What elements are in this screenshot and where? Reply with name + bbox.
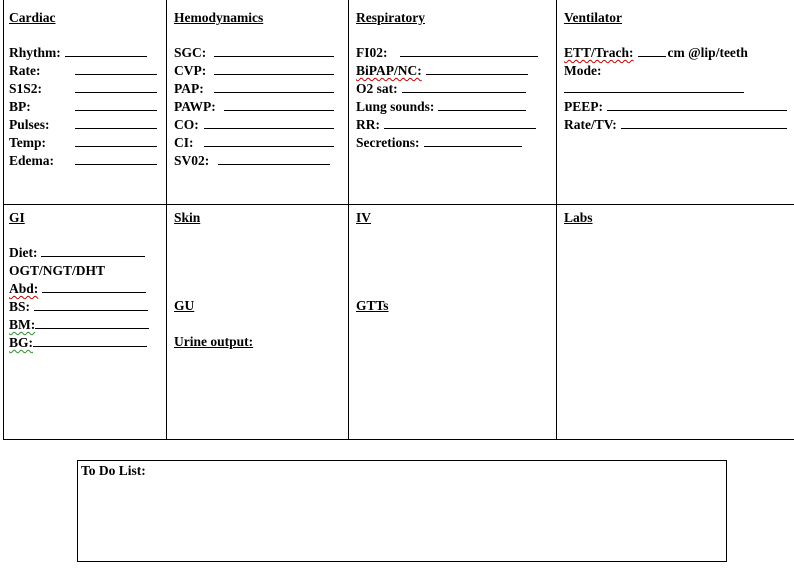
resp-secretions-field[interactable]: Secretions:: [356, 134, 522, 152]
gi-title: GI: [9, 210, 25, 225]
gu-title: GU: [174, 298, 195, 313]
ventilator-title: Ventilator: [564, 10, 622, 25]
gi-diet-field[interactable]: Diet:: [9, 244, 145, 262]
gi-bg-field[interactable]: BG:: [9, 334, 147, 352]
hemo-sv02-field[interactable]: SV02:: [174, 152, 330, 170]
cardiac-temp-field[interactable]: Temp:: [9, 134, 157, 152]
cardiac-rate-field[interactable]: Rate:: [9, 62, 157, 80]
hemo-sgc-field[interactable]: SGC:: [174, 44, 334, 62]
todo-list-title: To Do List:: [81, 463, 146, 478]
vent-mode-blank[interactable]: [564, 80, 744, 98]
resp-lung-sounds-field[interactable]: Lung sounds:: [356, 98, 526, 116]
vent-peep-field[interactable]: PEEP:: [564, 98, 787, 116]
iv-title: IV: [356, 210, 372, 225]
vent-mode-field[interactable]: Mode:: [564, 63, 602, 78]
hemo-cvp-field[interactable]: CVP:: [174, 62, 334, 80]
hemodynamics-section: [166, 0, 348, 204]
cardiac-edema-field[interactable]: Edema:: [9, 152, 157, 170]
skin-title: Skin: [174, 210, 201, 225]
gi-abd-field[interactable]: Abd:: [9, 280, 146, 298]
gtts-title: GTTs: [356, 298, 389, 313]
iv-section: [348, 204, 556, 440]
hemo-co-field[interactable]: CO:: [174, 116, 334, 134]
hemo-pap-field[interactable]: PAP:: [174, 80, 334, 98]
cardiac-bp-field[interactable]: BP:: [9, 98, 157, 116]
flowsheet-grid: [3, 0, 794, 440]
ventilator-section: [556, 0, 794, 204]
gi-bm-field[interactable]: BM:: [9, 316, 149, 334]
labs-section: [556, 204, 794, 440]
respiratory-title: Respiratory: [356, 10, 425, 25]
hemo-pawp-field[interactable]: PAWP:: [174, 98, 334, 116]
hemo-ci-field[interactable]: CI:: [174, 134, 334, 152]
respiratory-section: [348, 0, 556, 204]
gi-tube-label: OGT/NGT/DHT: [9, 263, 106, 278]
gi-bs-field[interactable]: BS:: [9, 298, 148, 316]
cardiac-section: [4, 0, 166, 204]
cardiac-rhythm-field[interactable]: Rhythm:: [9, 44, 147, 62]
resp-rr-field[interactable]: RR:: [356, 116, 536, 134]
cardiac-title: Cardiac: [9, 10, 56, 25]
cardiac-pulses-field[interactable]: Pulses:: [9, 116, 157, 134]
gi-section: [4, 204, 166, 440]
labs-title: Labs: [564, 210, 593, 225]
resp-bipap-field[interactable]: BiPAP/NC:: [356, 62, 528, 80]
skin-section: [166, 204, 348, 440]
resp-fio2-field[interactable]: FI02:: [356, 44, 538, 62]
hemodynamics-title: Hemodynamics: [174, 10, 264, 25]
vent-ratetv-field[interactable]: Rate/TV:: [564, 116, 787, 134]
cardiac-s1s2-field[interactable]: S1S2:: [9, 80, 157, 98]
urine-output-title: Urine output:: [174, 334, 254, 349]
todo-list-box[interactable]: [77, 460, 727, 562]
vent-ett-field[interactable]: ETT/Trach: cm @lip/teeth: [564, 45, 748, 60]
resp-o2sat-field[interactable]: O2 sat:: [356, 80, 526, 98]
